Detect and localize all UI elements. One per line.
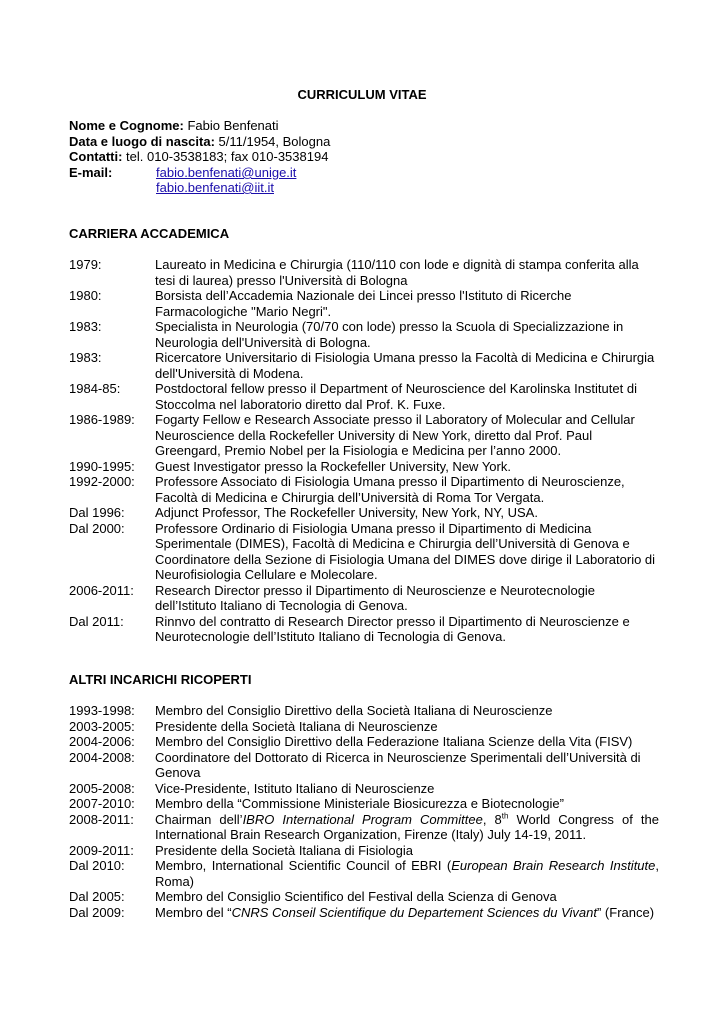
item-text: Chairman dell’ [155, 811, 243, 827]
item-description [155, 474, 659, 505]
item-description [155, 319, 659, 350]
item-text: Research Director presso il Dipartimento di Neuroscienze e Neurotecnologie dell’Istituto Italiano di Tecnologia di Genova. [155, 582, 596, 613]
item-text: Guest Investigator presso la Rockefeller University, New York. [155, 458, 511, 474]
list-item [69, 521, 659, 583]
list-item [69, 889, 659, 905]
list-item [69, 350, 659, 381]
item-description [155, 843, 659, 859]
list-item [69, 843, 659, 859]
email-link-2[interactable]: fabio.benfenati@iit.it [156, 180, 274, 195]
item-date: 1986-1989: [69, 412, 135, 427]
item-description [155, 781, 659, 797]
item-superscript: th [501, 811, 509, 821]
item-date: 1992-2000: [69, 474, 135, 489]
item-date: 1980: [69, 288, 102, 303]
item-text: , 8 [482, 811, 502, 827]
list-item [69, 905, 659, 921]
item-description [155, 505, 659, 521]
item-date: 1983: [69, 350, 102, 365]
item-text: Ricercatore Universitario di Fisiologia Umana presso la Facoltà di Medicina e Chirurgia dell'Università di Modena. [155, 350, 655, 381]
item-date: 2006-2011: [69, 582, 134, 598]
career-heading: CARRIERA ACCADEMICA [69, 226, 230, 241]
email-label: E-mail: [69, 165, 113, 180]
item-text: Specialista in Neurologia (70/70 con lode) presso la Scuola di Specializzazione in Neurologia dell'Università di Bologna. [155, 319, 624, 350]
career-list [69, 257, 659, 645]
birth-line [69, 134, 330, 150]
list-item [69, 381, 659, 412]
list-item [69, 812, 659, 843]
item-italic-text: European Brain Research Institute [451, 858, 656, 873]
contacts-value: tel. 010-3538183; fax 010-3538194 [122, 149, 329, 164]
item-date: 1983: [69, 319, 102, 334]
item-description [155, 614, 659, 645]
item-description [155, 350, 659, 381]
item-date: 2007-2010: [69, 796, 135, 811]
item-description [155, 719, 659, 735]
list-item [69, 796, 659, 812]
item-description [155, 750, 659, 781]
item-description [155, 796, 659, 812]
item-text: Adjunct Professor, The Rockefeller University, New York, NY, USA. [155, 505, 538, 520]
item-description [155, 288, 659, 319]
item-description [155, 412, 659, 459]
item-text: Membro, International Scientific Council of EBRI ( [155, 858, 452, 873]
item-date: Dal 2011: [69, 613, 124, 629]
item-date: Dal 2000: [69, 520, 125, 536]
birth-label: Data e luogo di nascita: [69, 134, 215, 149]
list-item [69, 505, 659, 521]
roles-heading: ALTRI INCARICHI RICOPERTI [69, 672, 252, 687]
item-date: 2008-2011: [69, 811, 134, 827]
item-description [155, 583, 659, 614]
item-date: Dal 1996: [69, 505, 125, 520]
contacts-label: Contatti: [69, 149, 123, 164]
item-text: ” (France) [596, 904, 655, 920]
item-date: Dal 2010: [69, 858, 125, 873]
item-text: Membro del Consiglio Direttivo della Società Italiana di Neuroscienze [155, 703, 553, 718]
item-description [155, 734, 659, 750]
name-value: Fabio Benfenati [183, 118, 279, 133]
email-link-1[interactable]: fabio.benfenati@unige.it [156, 165, 297, 180]
contacts-line [69, 149, 328, 165]
item-text: Laureato in Medicina e Chirurgia (110/110 con lode e dignità di stampa conferita alla tesi di laurea) presso l'Università di Bologna [155, 257, 639, 288]
item-description [155, 257, 659, 288]
name-label: Nome e Cognome: [69, 118, 184, 133]
item-text: World Congress of the International Brain Research Organization, Firenze (Italy) July 14-19, 2011. [155, 811, 659, 842]
item-date: 1979: [69, 257, 102, 272]
item-description [155, 858, 659, 889]
item-text: Presidente della Società Italiana di Fisiologia [155, 842, 413, 858]
item-date: Dal 2009: [69, 904, 125, 920]
list-item [69, 614, 659, 645]
item-text: Professore Ordinario di Fisiologia Umana presso il Dipartimento di Medicina Sperimentale (DIMES), Facoltà di Medicina e Chirurgia dell’Università di Genova e Coordinatore della Sezione di Fisiologia Umana del DIMES dove dirige il Laboratorio di Neurofisiologia Cellulare e Molecolare. [155, 520, 656, 582]
item-date: 2003-2005: [69, 718, 135, 734]
item-description [155, 889, 659, 905]
list-item [69, 459, 659, 475]
item-text: Postdoctoral fellow presso il Department of Neuroscience del Karolinska Institutet di Stoccolma nel laboratorio diretto dal Prof. K. Fuxe. [155, 381, 637, 412]
item-text: , Roma) [155, 858, 659, 889]
item-date: Dal 2005: [69, 889, 125, 904]
list-item [69, 750, 659, 781]
item-text: Membro della “Commissione Ministeriale Biosicurezza e Biotecnologie” [155, 796, 564, 811]
item-description [155, 381, 659, 412]
item-text: Presidente della Società Italiana di Neuroscienze [155, 718, 438, 734]
list-item [69, 719, 659, 735]
item-text: Membro del Consiglio Scientifico del Festival della Scienza di Genova [155, 889, 557, 904]
list-item [69, 781, 659, 797]
item-text: Borsista dell’Accademia Nazionale dei Lincei presso l'Istituto di Ricerche Farmacologiche "Mario Negri". [155, 288, 572, 319]
item-text: Membro del Consiglio Direttivo della Federazione Italiana Scienze della Vita (FISV) [155, 734, 633, 749]
item-text: Vice-Presidente, Istituto Italiano di Neuroscienze [155, 780, 435, 796]
item-date: 2009-2011: [69, 842, 134, 858]
item-description [155, 703, 659, 719]
birth-value: 5/11/1954, Bologna [214, 134, 331, 149]
item-text: Professore Associato di Fisiologia Umana presso il Dipartimento di Neuroscienze, Facoltà di Medicina e Chirurgia dell’Università di Roma Tor Vergata. [155, 474, 625, 505]
item-description [155, 905, 659, 921]
item-italic-text: CNRS Conseil Scientifique du Departement Sciences du Vivant [231, 904, 597, 920]
list-item [69, 734, 659, 750]
item-date: 1990-1995: [69, 458, 135, 474]
name-line [69, 118, 279, 134]
item-description [155, 812, 659, 843]
item-text: Fogarty Fellow e Research Associate presso il Laboratory of Molecular and Cellular Neuroscience della Rockefeller University di New York, diretto dal Prof. Paul Greengard, Premio Nobel per la Fisiologia e Medicina per l’anno 2000. [155, 412, 635, 458]
document-title: CURRICULUM VITAE [297, 87, 427, 102]
roles-list [69, 703, 659, 920]
item-date: 2005-2008: [69, 780, 135, 796]
list-item [69, 583, 659, 614]
item-text: Rinnvo del contratto di Research Director presso il Dipartimento di Neuroscienze e Neurotecnologie dell’Istituto Italiano di Tecnologia di Genova. [155, 613, 630, 644]
list-item [69, 474, 659, 505]
item-date: 1993-1998: [69, 703, 135, 718]
item-date: 2004-2006: [69, 734, 135, 749]
list-item [69, 319, 659, 350]
item-description [155, 521, 659, 583]
item-date: 1984-85: [69, 381, 121, 396]
list-item [69, 412, 659, 459]
list-item [69, 288, 659, 319]
item-text: Coordinatore del Dottorato di Ricerca in Neuroscienze Sperimentali dell’Università di Genova [155, 749, 641, 780]
item-description [155, 459, 659, 475]
list-item [69, 257, 659, 288]
item-text: Membro del “ [155, 904, 232, 920]
list-item [69, 703, 659, 719]
list-item [69, 858, 659, 889]
item-italic-text: IBRO International Program Committee [242, 811, 483, 827]
item-date: 2004-2008: [69, 749, 135, 765]
